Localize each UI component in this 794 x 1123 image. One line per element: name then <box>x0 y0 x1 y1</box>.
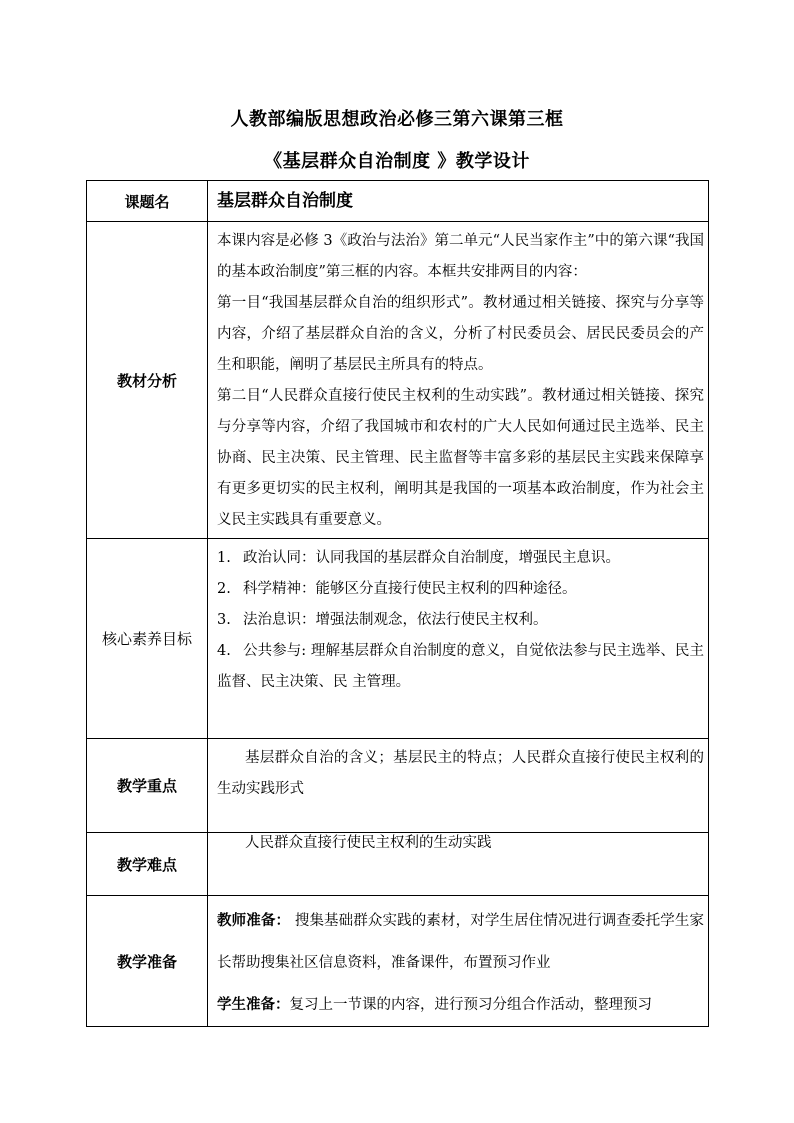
material-analysis-paragraph: 第一目“我国基层群众自治的组织形式”。教材通过相关链接、探究与分享等内容，介绍了基层群众自治的含义，分析了村民委员会、居民民委员会的产生和职能，阐明了基层民主所具有的特点。 <box>217 295 704 373</box>
table-row-preparation <box>87 896 709 1027</box>
list-item-number: 4. <box>217 643 231 659</box>
preparation-label: 教学准备 <box>87 896 208 1027</box>
document-title-line2: 《基层群众自治制度 》教学设计 <box>264 151 530 172</box>
difficulties-label: 教学难点 <box>87 833 208 896</box>
table-row-topic <box>87 181 709 222</box>
material-analysis-paragraph: 本课内容是必修 3《政治与法治》第二单元“人民当家作主”中的第六课“我国的基本政治制度”第三框的内容。本框共安排两目的内容： <box>217 233 704 280</box>
student-preparation-text: 复习上一节课的内容，进行预习分组合作活动，整理预习 <box>289 997 652 1013</box>
key-points-label: 教学重点 <box>87 739 208 833</box>
topic-label: 课题名 <box>87 181 208 222</box>
material-analysis-paragraph: 第二目“人民群众直接行使民主权利的生动实践”。教材通过相关链接、探究与分享等内容，介绍了我国城市和农村的广大人民如何通过民主选举、民主协商、民主决策、民主管理、民主监督等丰富多彩的基层民主实践来保障享有更多更切实的民主权利，阐明其是我国的一项基本政治制度，作为社会主义民主实践具有重要意义。 <box>217 388 704 528</box>
table-row-core-goals <box>87 539 709 739</box>
list-item <box>217 543 704 574</box>
document-title-line1: 人教部编版思想政治必修三第六课第三框 <box>230 109 564 130</box>
list-item-text: 法治息识：增强法制观念，依法行使民主权利。 <box>243 612 548 628</box>
topic-value: 基层群众自治制度 <box>208 181 709 222</box>
list-item-text: 政治认同：认同我国的基层群众自治制度，增强民主息识。 <box>243 550 620 566</box>
table-row-material-analysis <box>87 222 709 539</box>
teacher-preparation-text: 搜集基础群众实践的素材，对学生居住情况进行调查委托学生家长帮助搜集社区信息资料，准备课件，布置预习作业 <box>217 913 705 971</box>
teacher-preparation <box>217 900 704 984</box>
list-item-text: 科学精神：能够区分直接行使民主权利的四种途径。 <box>243 581 577 597</box>
list-item <box>217 636 704 698</box>
material-analysis-label: 教材分析 <box>87 222 208 539</box>
core-goals-label: 核心素养目标 <box>87 539 208 739</box>
difficulties-content <box>208 833 709 896</box>
table-row-difficulties <box>87 833 709 896</box>
teacher-preparation-label: 教师准备： <box>217 912 291 929</box>
core-goals-content <box>208 539 709 739</box>
preparation-content <box>208 896 709 1027</box>
lesson-plan-table <box>86 180 709 1027</box>
student-preparation <box>217 984 704 1026</box>
list-item-number: 2. <box>217 581 231 597</box>
difficulties-text: 人民群众直接行使民主权利的生动实践 <box>245 835 492 851</box>
student-preparation-label: 学生准备： <box>217 996 290 1013</box>
list-item-number: 1. <box>217 550 231 566</box>
list-item-number: 3. <box>217 612 231 628</box>
key-points-content <box>208 739 709 833</box>
material-analysis-content <box>208 222 709 539</box>
list-item <box>217 574 704 605</box>
key-points-text: 基层群众自治的含义；基层民主的特点；人民群众直接行使民主权利的生动实践形式 <box>217 750 704 797</box>
table-row-key-points <box>87 739 709 833</box>
list-item <box>217 605 704 636</box>
list-item-text: 公共参与: 理解基层群众自治制度的意义，自觉依法参与民主选举、民主监督、民主决策、民 主管理。 <box>217 643 704 690</box>
